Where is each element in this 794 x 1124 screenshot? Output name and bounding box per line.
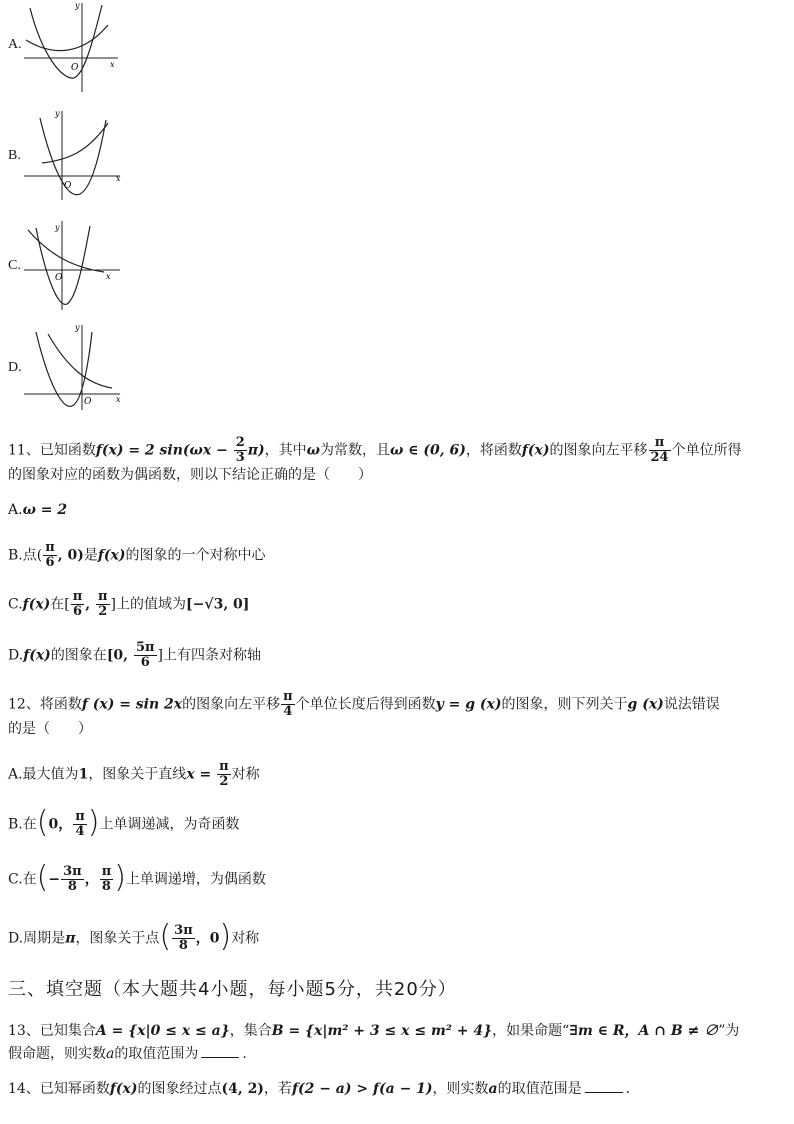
option-d-graph	[22, 322, 132, 412]
section-heading-fill-blank: 三、填空题（本大题共4小题，每小题5分，共20分）	[8, 979, 457, 1000]
q11-option-a: A.ω = 2	[8, 502, 68, 518]
option-c-label: C.	[8, 258, 21, 273]
answer-blank[interactable]	[201, 1057, 239, 1058]
q12-option-b: B.在(0， $\frac{\pi}{4}$ )上单调递减，为奇函数	[8, 804, 240, 840]
q12-option-c: C.在(− $\frac{3\pi}{8}$ ， $\frac{\pi}{8}$ )上单调递增，为偶函数	[8, 859, 266, 895]
option-a-label: A.	[8, 37, 22, 52]
option-c-graph	[22, 218, 132, 313]
svg-text:y: y	[55, 223, 60, 232]
svg-text:y: y	[75, 1, 80, 10]
q13-stem-line2: 假命题，则实数a的取值范围为 .	[8, 1046, 247, 1062]
svg-text:O: O	[84, 397, 92, 407]
svg-text:O: O	[64, 181, 72, 191]
svg-text:y: y	[75, 323, 80, 332]
svg-text:y: y	[55, 109, 60, 118]
svg-text:x: x	[110, 60, 115, 69]
q11-option-c: C.f(x)在[ $\frac{\pi}{6}$ , $\frac{\pi}{2}$ ]上的值域为[−√3, 0]	[8, 589, 250, 619]
q13-stem-line1: 13、已知集合A = {x|0 ≤ x ≤ a}，集合B = {x|m² + 3 ≤ x ≤ m² + 4}，如果命题“∃m ∈ R，A ∩ B ≠ ∅”为	[8, 1023, 740, 1039]
option-b-label: B.	[8, 148, 21, 163]
svg-text:x: x	[106, 272, 111, 281]
q12-option-a: A.最大值为1，图象关于直线x = $\frac{\pi}{2}$ 对称	[8, 759, 260, 789]
q12-option-d: D.周期是π，图象关于点( $\frac{3\pi}{8}$ ，0)对称	[8, 918, 260, 954]
answer-blank[interactable]	[585, 1092, 623, 1093]
q14-stem: 14、已知幂函数f(x)的图象经过点(4, 2)，若f(2 − a) > f(a − 1)，则实数a的取值范围是 .	[8, 1081, 631, 1097]
q12-stem-line1: 12、将函数f (x) = sin 2x的图象向左平移 $\frac{\pi}{4}$ 个单位长度后得到函数y = g (x)的图象，则下列关于g (x)说法错误	[8, 689, 720, 719]
option-b-graph	[22, 108, 132, 203]
option-d-label: D.	[8, 360, 22, 375]
q11-option-d: D.f(x)的图象在[0, $\frac{5\pi}{6}$ ]上有四条对称轴	[8, 640, 261, 670]
svg-text:O: O	[55, 273, 63, 283]
q12-stem-line2: 的是（ ）	[8, 721, 92, 737]
origin-label: O	[71, 63, 79, 73]
option-a-graph	[22, 0, 122, 95]
q11-option-b: B.点( $\frac{\pi}{6}$ , 0)是f(x)的图象的一个对称中心	[8, 540, 266, 570]
q11-stem-line2: 的图象对应的函数为偶函数，则以下结论正确的是（ ）	[8, 467, 372, 483]
svg-text:x: x	[116, 395, 121, 404]
svg-text:x: x	[116, 174, 121, 183]
q11-stem-line1: 11、已知函数f(x) = 2 sin(ωx − $\frac{2}{3}$ π)，其中ω为常数，且ω ∈ (0, 6)，将函数f(x)的图象向左平移 $\frac{\pi}{24}$ 个单位所得	[8, 435, 742, 465]
